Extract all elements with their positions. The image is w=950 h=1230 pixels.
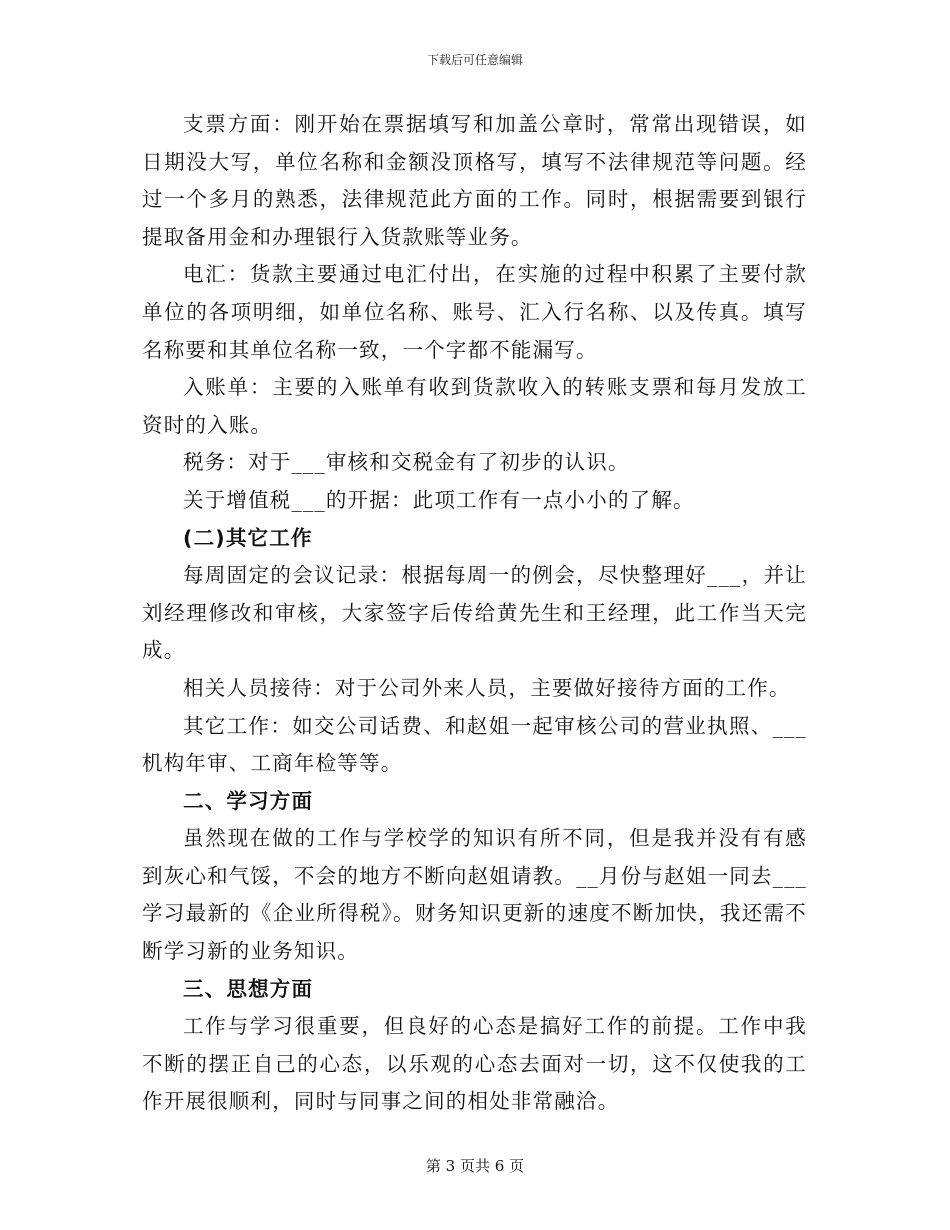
heading-other-work: (二)其它工作 [183,525,313,550]
page-header: 下载后可任意编辑 [426,53,523,67]
heading-mindset: 三、思想方面 [183,976,314,1001]
heading-learning: 二、学习方面 [183,788,314,813]
document-body [142,106,807,1121]
page-number: 第 3 页共 6 页 [425,1157,525,1175]
paragraph-reception: 相关人员接待：对于公司外来人员，主要做好接待方面的工作。 [183,675,791,700]
paragraph-vat-invoice: 关于增值税___的开据：此项工作有一点小小的了解。 [183,487,695,512]
paragraph-checks: 支票方面：刚开始在票据填写和加盖公章时，常常出现错误，如日期没大写，单位名称和金额没顶格写，填写不法律规范等问题。经过一个多月的熟悉，法律规范此方面的工作。同时，根据需要到银行提取备用金和办理银行入货款账等业务。 [142,112,807,249]
paragraph-deposit-slip: 入账单：主要的入账单有收到货款收入的转账支票和每月发放工资时的入账。 [142,375,807,437]
paragraph-mindset: 工作与学习很重要，但良好的心态是搞好工作的前提。工作中我不断的摆正自己的心态，以乐观的心态去面对一切，这不仅使我的工作开展很顺利，同时与同事之间的相处非常融洽。 [142,1014,807,1114]
paragraph-wire-transfer: 电汇：货款主要通过电汇付出，在实施的过程中积累了主要付款单位的各项明细，如单位名称、账号、汇入行名称、以及传真。填写名称要和其单位名称一致，一个字都不能漏写。 [142,262,807,362]
paragraph-learning: 虽然现在做的工作与学校学的知识有所不同，但是我并没有有感到灰心和气馁，不会的地方不断向赵姐请教。__月份与赵姐一同去___学习最新的《企业所得税》。财务知识更新的速度不断加快，我还需不断学习新的业务知识。 [142,826,807,964]
paragraph-misc-work: 其它工作：如交公司话费、和赵姐一起审核公司的营业执照、___机构年审、工商年检等等。 [142,713,807,776]
paragraph-meeting-notes: 每周固定的会议记录：根据每周一的例会，尽快整理好___，并让刘经理修改和审核，大家签字后传给黄先生和王经理，此工作当天完成。 [142,563,807,663]
paragraph-tax: 税务：对于___审核和交税金有了初步的认识。 [183,450,630,475]
